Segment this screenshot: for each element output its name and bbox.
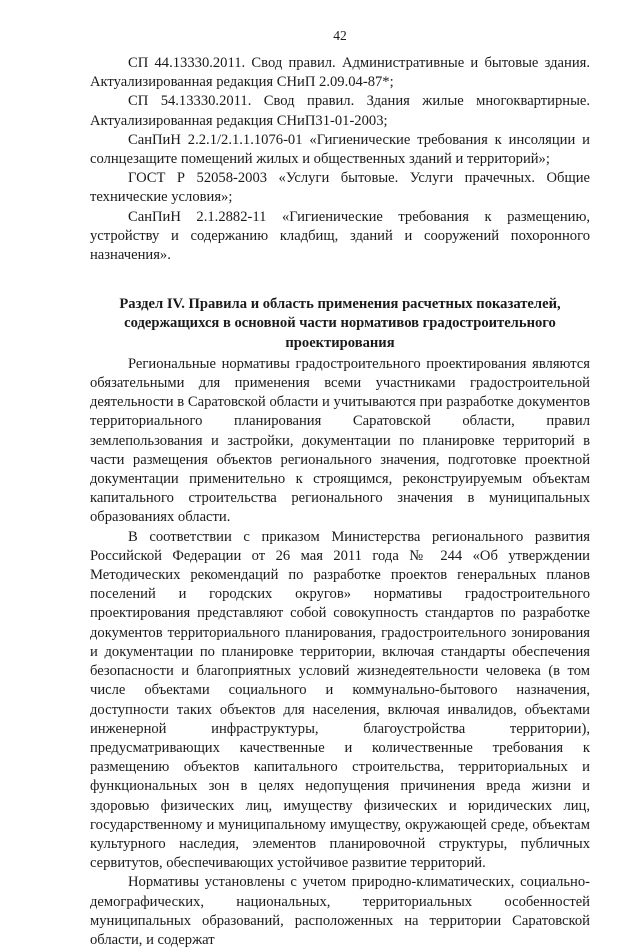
body-paragraph: Нормативы установлены с учетом природно-климатических, социально-демографических, национальных, территориальных особенностей муниципальных образований, расположенных на территории Саратовской области, и содержат <box>90 874 590 948</box>
reference-item: СанПиН 2.1.2882-11 «Гигиенические требования к размещению, устройству и содержанию кладбищ, зданий и сооружений похоронного назначения». <box>90 208 590 264</box>
section-body <box>90 355 590 950</box>
document-page <box>90 28 590 950</box>
reference-item: СанПиН 2.2.1/2.1.1.1076-01 «Гигиенические требования к инсоляции и солнцезащите помещений жилых и общественных зданий и территорий»; <box>90 131 590 168</box>
page-number: 42 <box>333 28 347 43</box>
reference-list <box>90 54 590 265</box>
body-paragraph: Региональные нормативы градостроительного проектирования являются обязательными для применения всеми участниками градостроительной деятельности в Саратовской области и учитываются при разработке документов территориального планирования Саратовской области, правил землепользования и застройки, документации по планировке территорий в части размещения объектов регионального значения, подготовке проектной документации применительно к строящимся, реконструируемым объектам капитального строительства регионального значения в муниципальных образованиях области. <box>90 355 590 526</box>
reference-item: ГОСТ Р 52058-2003 «Услуги бытовые. Услуги прачечных. Общие технические условия»; <box>90 170 590 206</box>
section-gap <box>90 265 590 295</box>
body-paragraph: В соответствии с приказом Министерства регионального развития Российской Федерации от 26 мая 2011 года № 244 «Об утверждении Методических рекомендаций по разработке проектов генеральных планов поселений и городских округов» нормативы градостроительного проектирования представляют собой совокупность стандартов по разработке документов территориального планирования, градостроительного зонирования и документации по планировке территории, включая стандарты обеспечения безопасности и благоприятных условий жизнедеятельности человека (в том числе объектами социального и коммунально-бытового назначения, доступности таких объектов для населения, включая инвалидов, объектами инженерной инфраструктуры, благоустройства территории), предусматривающих качественные и количественные требования к размещению объектов капитального строительства, территориальных и функциональных зон в целях недопущения причинения вреда жизни и здоровью физических лиц, имуществу физических и юридических лиц, государственному и муниципальному имуществу, окружающей среде, объектам культурного наследия, элементов планировочной структуры, публичных сервитутов, обеспечивающих устойчивое развитие территорий. <box>90 528 590 872</box>
reference-item: СП 54.13330.2011. Свод правил. Здания жилые многоквартирные. Актуализированная редакция СНиП31-01-2003; <box>90 93 590 129</box>
section-heading: Раздел IV. Правила и область применения расчетных показателей, содержащихся в основной части нормативов градостроительного проектирования <box>119 296 561 351</box>
reference-item: СП 44.13330.2011. Свод правил. Административные и бытовые здания. Актуализированная редакция СНиП 2.09.04-87*; <box>90 55 590 91</box>
